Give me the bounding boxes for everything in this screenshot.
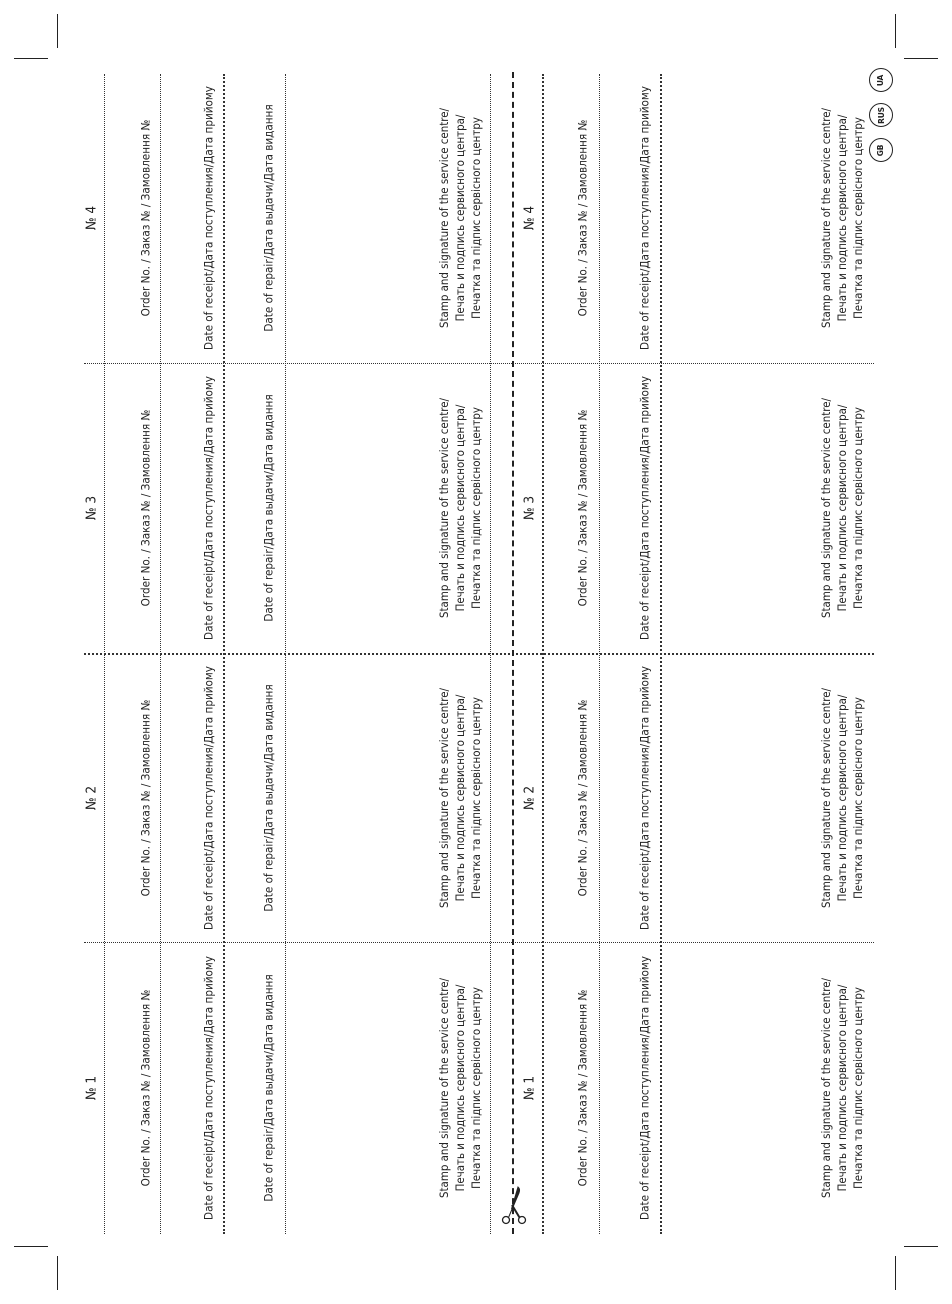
stamp-line: Печать и подпись сервисного центра/ <box>835 114 849 322</box>
stamp-line: Stamp and signature of the service centre/ <box>819 688 833 908</box>
stamp-line: Stamp and signature of the service centre/ <box>819 108 833 328</box>
stamp-line: Печатка та підпис сервісного центру <box>469 987 483 1189</box>
crop-mark <box>57 14 58 48</box>
stamp-line: Печатка та підпис сервісного центру <box>469 117 483 319</box>
stamp-line: Stamp and signature of the service centre/ <box>437 688 451 908</box>
crop-mark <box>895 14 896 48</box>
stamp-line: Stamp and signature of the service centre/ <box>437 398 451 618</box>
language-badge-ua: UA <box>869 68 893 92</box>
crop-mark <box>904 58 938 59</box>
stamp-line: Печать и подпись сервисного центра/ <box>835 694 849 902</box>
language-badge-rus: RUS <box>869 103 893 127</box>
stamp-line: Печатка та підпис сервісного центру <box>469 697 483 899</box>
crop-mark <box>14 58 48 59</box>
crop-mark <box>57 1256 58 1290</box>
stamp-line: Печать и подпись сервисного центра/ <box>835 404 849 612</box>
crop-mark <box>895 1256 896 1290</box>
stamp-line: Stamp and signature of the service centre/ <box>819 978 833 1198</box>
stamp-line: Печать и подпись сервисного центра/ <box>453 984 467 1192</box>
stamp-line: Stamp and signature of the service centre/ <box>437 108 451 328</box>
stamp-line: Stamp and signature of the service centre/ <box>819 398 833 618</box>
stamp-line: Печать и подпись сервисного центра/ <box>835 984 849 1192</box>
stamp-line: Печать и подпись сервисного центра/ <box>453 114 467 322</box>
stamp-line: Stamp and signature of the service centre/ <box>437 978 451 1198</box>
stamp-line: Печатка та підпис сервісного центру <box>851 697 865 899</box>
stamp-line: Печатка та підпис сервісного центру <box>851 117 865 319</box>
scissors-icon <box>496 1185 532 1225</box>
grid-line <box>84 942 874 943</box>
grid-line <box>84 653 874 655</box>
stamp-line: Печатка та підпис сервісного центру <box>851 987 865 1189</box>
crop-mark <box>904 1246 938 1247</box>
stamp-line: Печать и подпись сервисного центра/ <box>453 694 467 902</box>
stamp-line: Печатка та підпис сервісного центру <box>469 407 483 609</box>
stamp-line: Печать и подпись сервисного центра/ <box>453 404 467 612</box>
cut-line <box>512 72 514 1234</box>
crop-mark <box>14 1246 48 1247</box>
stamp-line: Печатка та підпис сервісного центру <box>851 407 865 609</box>
language-badge-gb: GB <box>869 138 893 162</box>
grid-line <box>84 363 874 364</box>
